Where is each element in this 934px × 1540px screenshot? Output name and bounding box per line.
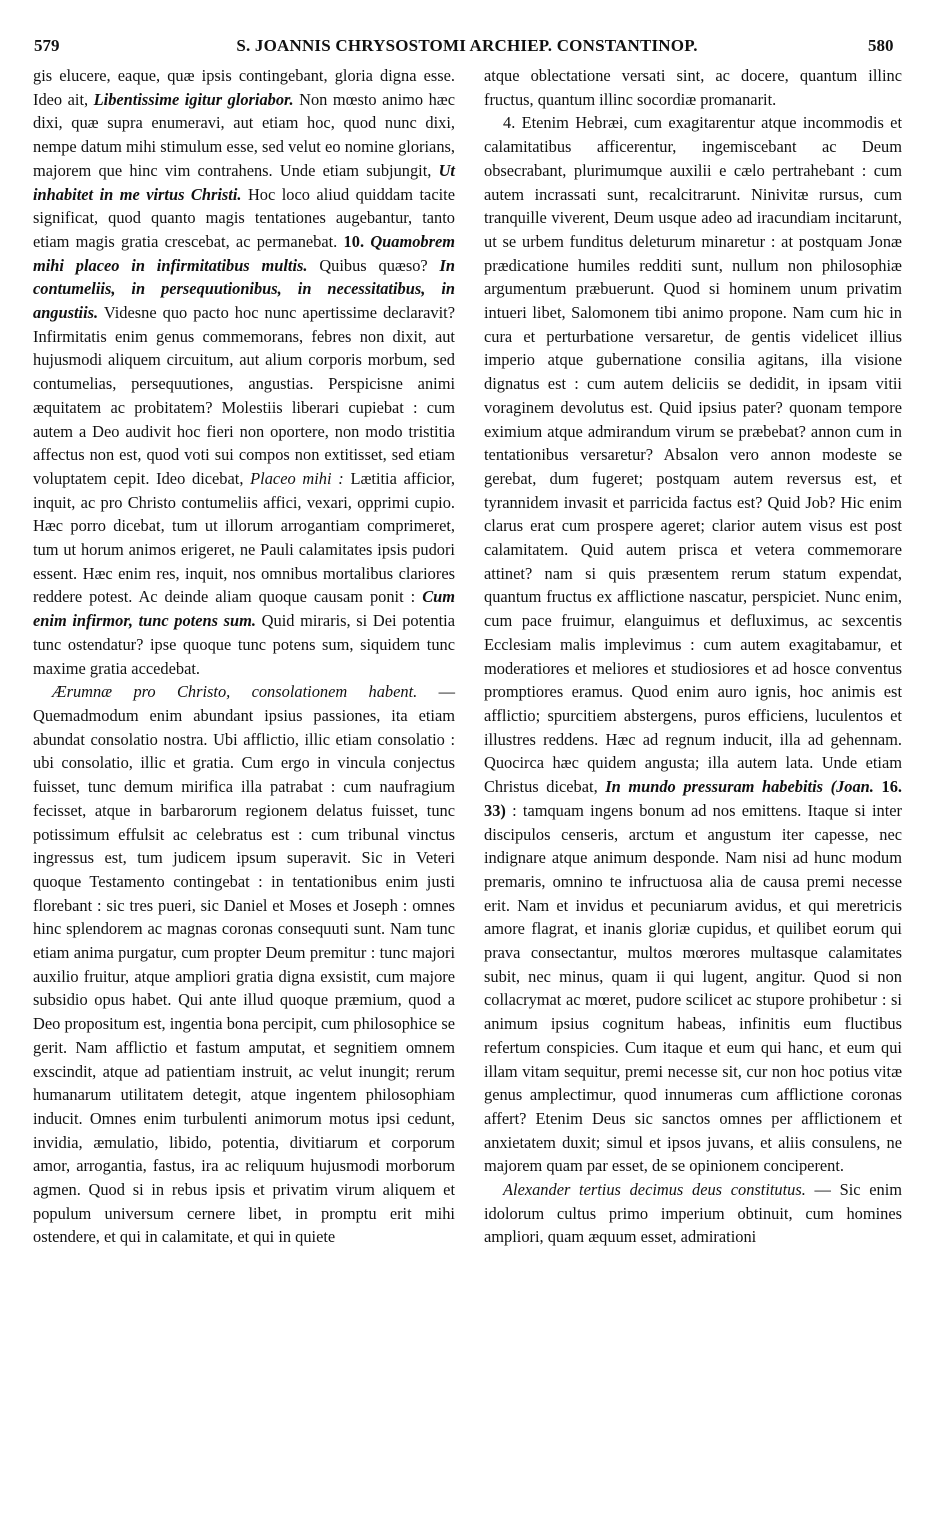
page-header: [0, 36, 934, 60]
running-title: S. JOANNIS CHRYSOSTOMI ARCHIEP. CONSTANTINOP.: [236, 36, 698, 55]
right-paragraph-1: atque oblectatione versati sint, ac docere, quantum illinc fructus, quantum illinc socordiæ promanarit.: [484, 66, 902, 109]
section-heading-alexander: Alexander tertius decimus deus constitutus.: [503, 1180, 806, 1200]
page-number-right: 580: [868, 36, 894, 55]
left-paragraph-2: Ærumnæ pro Christo, consolationem habent. — Quemadmodum enim abundant ipsius passiones, ita etiam abundat consolatio nostra. Ubi afflictio, illic etiam consolatio : ubi consolatio, illic et gratia. Cum ergo in vincula conjectus fuisset, tunc demum mirifica illa patrabat : cum naufragium fecisset, atque in barbarorum regionem delatus fuisset, tunc potissimum effulsit ac celebratus est : cum tribunal vinctus ingressus est, tum judicem ipsum superavit. Sic in Veteri quoque Testamento contingebat : in tentationibus enim justi florebant : sic tres pueri, sic Daniel et Moses et Joseph : omnes hinc splendorem ac magnas coronas consequuti sunt. Nam tunc etiam anima purgatur, cum propter Deum premitur : tunc majori auxilio fruitur, atque ampliori gratia digna exsistit, cum majore subsidio opus habet. Qui ante illud quoque præmium, quod a Deo propositum est, ingentia bona percipit, cum philosophice se gerit. Nam afflictio et fastum amputat, et segnitiem omnem exscindit, atque ad patientiam instruit, ac velut inungit; rerum humanarum utilitatem detegit, atque ingentem philosophiam inducit. Omnes enim turbulenti animorum motus ipsi cedunt, invidia, æmulatio, libido, potentia, divitiarum et corporum amor, arrogantia, fastus, ira ac reliquum hujusmodi morborum agmen. Quod si in rebus ipsis et privatim virum aliquem et populum universum cernere libet, in promptu erit mihi ostendere, et qui in calamitate, et qui in quiete: [33, 682, 455, 1247]
left-paragraph-1: gis elucere, eaque, quæ ipsis contingebant, gloria digna esse. Ideo ait, Libentissime igitur gloriabor. Non mœsto animo hæc dixi, quæ supra enumeravi, aut etiam hoc, quod nunc dixi, nempe datum mihi stimulum esse, sed velut eo nomine glorians, majorem que hinc vim contrahens. Unde etiam subjungit, Ut inhabitet in me virtus Christi. Hoc loco aliud quiddam tacite significat, quod quanto magis tentationes augebantur, tanto etiam magis gratia crescebat, ac permanebat. 10. Quamobrem mihi placeo in infirmitatibus multis. Quibus quæso? In contumeliis, in persequutionibus, in necessitatibus, in angustiis. Videsne quo pacto hoc nunc apertissime declaravit? Infirmitatis enim genus commemorans, febres non dixit, aut hujusmodi aliquem circuitum, aut alium corporis morbum, sed contumelias, persequutiones, angustias. Perspicisne animi æquitatem ac probitatem? Molestiis liberari cupiebat : cum autem a Deo audivit hoc fieri non oportere, non modo tristitia affectus non est, quod voti sui compos non extitisset, sed etiam voluptatem cepit. Ideo dicebat, Placeo mihi : Lætitia afficior, inquit, ac pro Christo contumeliis affici, vexari, opprimi cupio. Hæc porro dicebat, tum ut illorum arrogantiam comprimeret, tum ut horum animos erigeret, ne Pauli calamitates ipsis pudori essent. Hæc enim res, inquit, nos omnibus mortalibus clariores reddere potest. Ac deinde aliam quoque causam ponit : Cum enim infirmor, tunc potens sum. Quid miraris, si Dei potentia tunc ostendatur? ipse quoque tunc potens sum, siquidem tunc maxime gratia accedebat.: [33, 66, 456, 678]
right-column: [484, 64, 902, 1249]
page-number-left: 579: [34, 36, 60, 55]
section-heading-aerumnae: Ærumnæ pro Christo, consolationem habent.: [52, 682, 418, 702]
right-paragraph-3: Alexander tertius decimus deus constitutus. — Sic enim idolorum cultus primo imperium obtinuit, cum homines ampliori, quam æquum esset, admirationi: [484, 1180, 903, 1247]
right-paragraph-2: 4. Etenim Hebræi, cum exagitarentur atque incommodis et calamitatibus afficerentur, ingemiscebant ac Deum obsecrabant, plurimumque auxilii e cælo pertrahebant : cum autem incrassati sunt, recalcitrarunt. Ninivitæ rursus, cum tranquille viverent, Deum usque adeo ad iracundiam incitarunt, ut se urbem funditus deleturum minaretur : at postquam Jonæ prædicatione humiles redditi sunt, nullum non philosophiæ argumentum præbuerunt. Quod si hominem unum privatim intueri libet, Salomonem tibi animo propone. Nam cum hic in cura et perturbatione versaretur, de gentis videlicet illius imperio atque gubernatione consilia agitans, illa visione dignatus est : cum autem deliciis se dedidit, in ipsam vitii voraginem devolutus est. Quid ipsius pater? quonam tempore eximium atque admirandum virum se præbebat? annon cum in tentationibus versaretur? Absalon vero annon modeste se gerebat, dum fugeret; postquam autem reversus est, et tyrannidem invasit et parricida factus est? Quid Job? Hic enim clarus erat cum prospere ageret; clarior autem visus est post calamitatem. Quid autem prisca et vetera commemorare attinet? nam si quis præsentem rerum statum expendat, quantum fructus ex afflictione nascatur, perspiciet. Nunc enim, cum pace fruimur, elanguimus et defluximus, ac sexcentis Ecclesiam malis implevimus : cum autem exagitabamur, et moderatiores et meliores et studiosiores et ad hosce conventus promptiores eramus. Quod enim auro ignis, hoc animis est afflictio; spurcitiem abstergens, puros efficiens, luculentos et illustres reddens. Hæc ad regnum inducit, illa ad gehennam. Quocirca hæc quidem angusta; illa autem lata. Unde etiam Christus dicebat, In mundo pressuram habebitis (Joan. 16. 33) : tamquam ingens bonum ad nos emittens. Itaque si inter discipulos censeris, arctum et angustum iter capesse, nec indignare atque animum desponde. Nam nisi ad hunc modum premaris, omnino te infructuosa alia de causa premi necesse erit. Nam et invidus et pecuniarum avidus, et qui meretricis amore flagrat, et inanis gloriæ cupidus, et quilibet eorum qui prava consectantur, multos mœrores multasque calamitates subit, nec minus, quam ii qui lugent, angitur. Quod si non collacrymat ac mœret, pudore scilicet ac stupore prohibetur : si animum ipsius cognitum habeas, infinitis eum fluctibus refertum conspicies. Cum itaque et eum qui hanc, et eum qui illam vitam sequitur, premi necesse sit, cur non hoc potius vitæ genus amplectimur, quod innumeras cum afflictione coronas affert? Etenim Deus sic sanctos omnes per afflictionem et anxietatem duxit; simul et ipsos juvans, et aliis consulens, ne majorem quam par esset, de se opinionem conciperent.: [484, 113, 902, 1176]
left-column: [33, 64, 455, 1249]
